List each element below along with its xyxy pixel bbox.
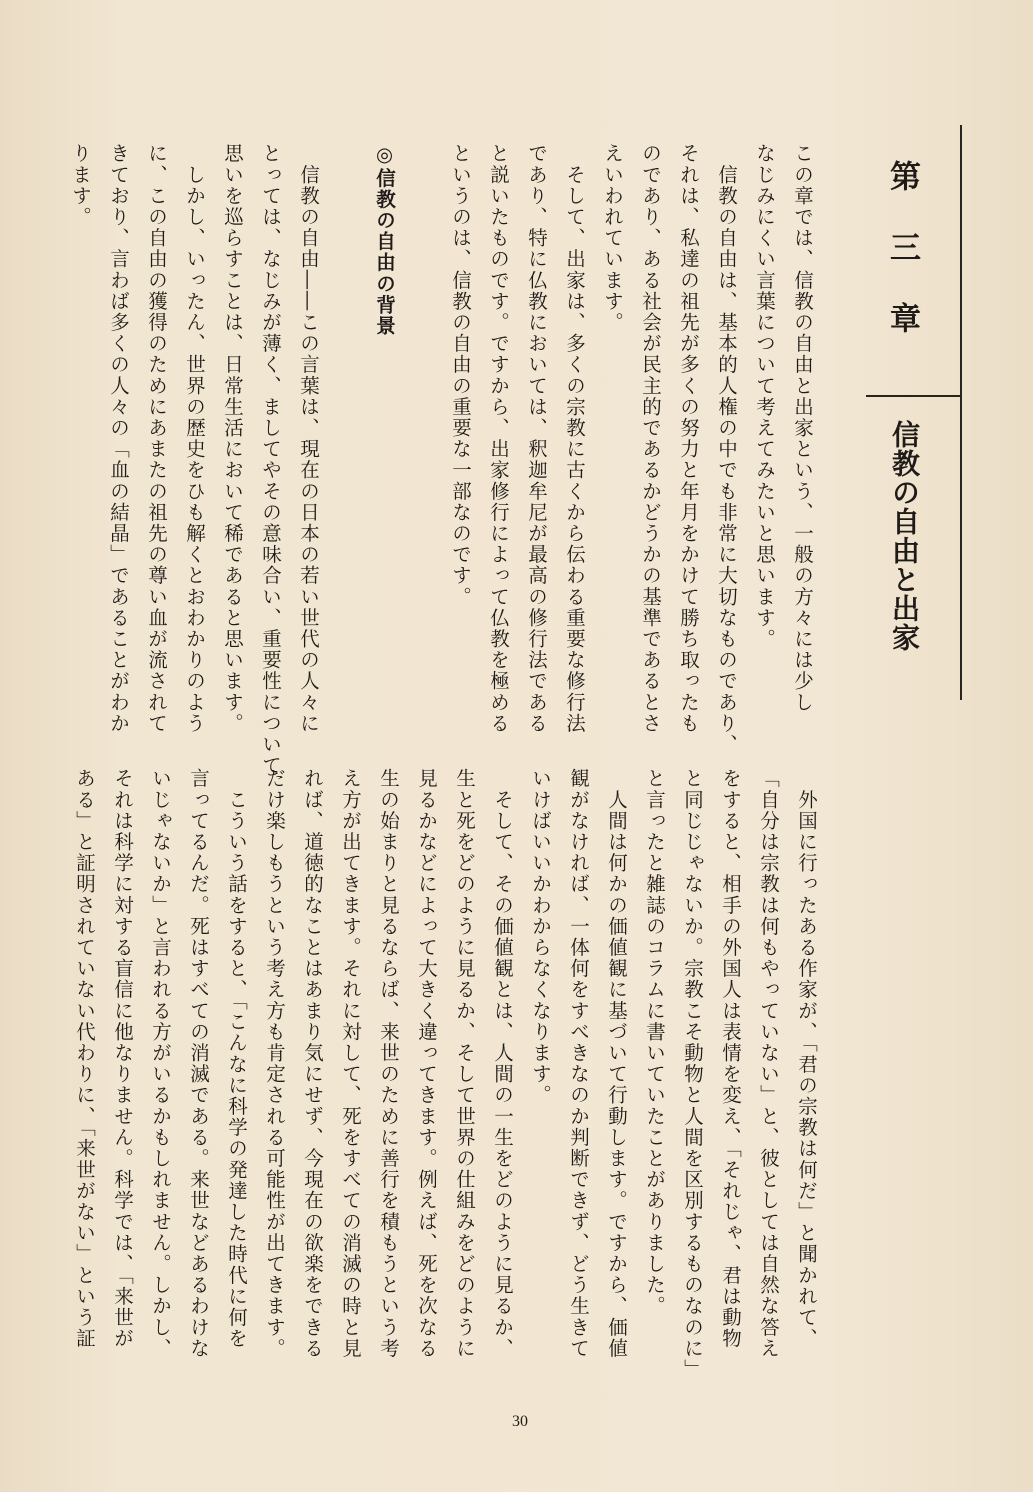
text-line: 外国に行ったある作家が、「君の宗教は何だ」と聞かれて、 <box>795 768 818 1350</box>
text-line: 観がなければ、一体何をすべきなのか判断できず、どう生きて <box>567 768 590 1359</box>
text-line: 思いを巡らすことは、日常生活において稀であると思います。 <box>221 143 244 734</box>
text-line: をすると、相手の外国人は表情を変え、「それじゃ、君は動物 <box>719 768 742 1350</box>
text-line: と同じじゃないか。宗教こそ動物と人間を区別するものなのに」 <box>681 768 704 1380</box>
text-line: ります。 <box>69 143 92 228</box>
text-line: とっては、なじみが薄く、ましてやその意味合い、重要性について <box>259 143 282 776</box>
bottom-text-block <box>65 768 825 1380</box>
top-text-block <box>61 143 821 776</box>
blank-line <box>327 143 365 723</box>
text-line: 生の始まりと見るならば、来世のために善行を積もうという考 <box>377 768 400 1359</box>
text-line: えいわれています。 <box>601 143 624 333</box>
text-line: それは科学に対する盲信に他なりません。科学では、「来世が <box>111 768 134 1350</box>
text-line: しかし、いったん、世界の歴史をひも解くとおわかりのよう <box>183 143 206 734</box>
text-line: こういう話をすると、「こんなに科学の発達した時代に何を <box>225 768 248 1350</box>
chapter-rule-horizontal <box>866 395 960 397</box>
text-line: 見るかなどによって大きく違ってきます。例えば、死を次なる <box>415 768 438 1359</box>
text-line: いじゃないか」と言われる方がいるかもしれません。しかし、 <box>149 768 172 1359</box>
page-number: 30 <box>512 1413 528 1430</box>
text-line: そして、その価値観とは、人間の一生をどのように見るか、 <box>491 768 514 1359</box>
text-line: に、この自由の獲得のためにあまたの祖先の尊い血が流されて <box>145 143 168 734</box>
text-line: 「自分は宗教は何もやっていない」と、彼としては自然な答え <box>757 768 780 1359</box>
text-line: え方が出てきます。それに対して、死をすべての消滅の時と見 <box>339 768 362 1359</box>
text-line: そして、出家は、多くの宗教に古くから伝わる重要な修行法 <box>563 143 586 734</box>
text-line: いけばいいかわからなくなります。 <box>529 768 552 1106</box>
text-line: 言ってるんだ。死はすべての消滅である。来世などあるわけな <box>187 768 210 1359</box>
chapter-rule-vertical <box>960 125 962 700</box>
text-line: のであり、ある社会が民主的であるかどうかの基準であるとさ <box>639 143 662 734</box>
text-line: きており、言わば多くの人々の「血の結晶」であることがわか <box>107 143 130 734</box>
text-line: だけ楽しもうという考え方も肯定される可能性が出てきます。 <box>263 768 286 1359</box>
text-line: 信教の自由――この言葉は、現在の日本の若い世代の人々に <box>297 143 320 734</box>
section-heading: ◎信教の自由の背景 <box>373 143 396 337</box>
text-line: なじみにくい言葉について考えてみたいと思います。 <box>753 143 776 650</box>
text-line: 生と死をどのように見るか、そして世界の仕組みをどのように <box>453 768 476 1359</box>
text-line: ある」と証明されていない代わりに、「来世がない」という証 <box>73 768 96 1350</box>
text-line: 人間は何かの価値観に基づいて行動します。ですから、価値 <box>605 768 628 1359</box>
text-line: というのは、信教の自由の重要な一部なのです。 <box>449 143 472 608</box>
text-line: れば、道徳的なことはあまり気にせず、今現在の欲楽をできる <box>301 768 324 1359</box>
text-line: 信教の自由は、基本的人権の中でも非常に大切なものであり、 <box>715 143 738 755</box>
blank-line <box>403 143 441 723</box>
text-line: それは、私達の祖先が多くの努力と年月をかけて勝ち取ったも <box>677 143 700 734</box>
text-line: この章では、信教の自由と出家という、一般の方々には少し <box>791 143 814 713</box>
chapter-title: 信教の自由と出家 <box>888 420 921 652</box>
text-line: と言ったと雑誌のコラムに書いていたことがありました。 <box>643 768 666 1317</box>
text-line: と説いたものです。ですから、出家修行によって仏教を極める <box>487 143 510 734</box>
chapter-label: 第三章 <box>884 160 920 373</box>
text-line: であり、特に仏教においては、釈迦牟尼が最高の修行法である <box>525 143 548 734</box>
